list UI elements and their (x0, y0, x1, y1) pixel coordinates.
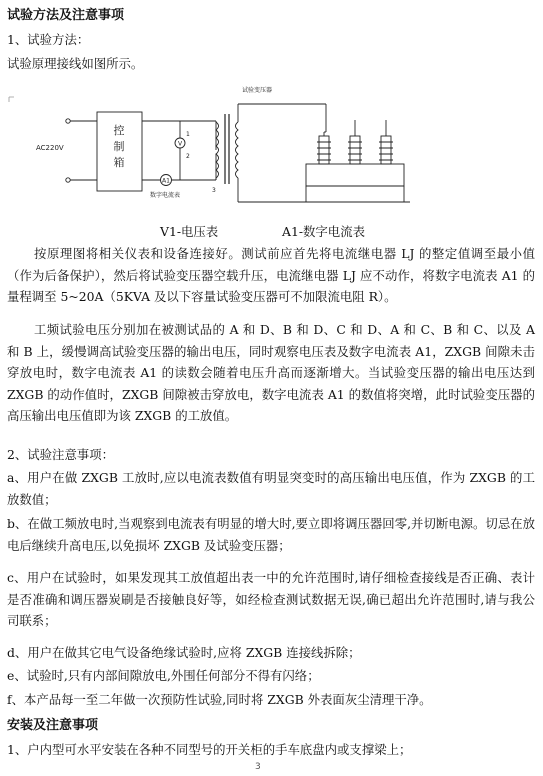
precaution-item-e: e、试验时,只有内部间隙放电,外围任何部分不得有闪络； (7, 668, 320, 683)
precaution-item-b: b、在做工频放电时,当观察到电流表有明显的增大时,要立即将调压器回零,并切断电源。切忌在放电后继续升高电压,以免损坏 ZXGB 及试验变压器； (7, 516, 535, 553)
test-device-body (306, 164, 404, 186)
paragraph-procedure: 按原理图将相关仪表和设备连接好。测试前应首先将电流继电器 LJ 的整定值调至最小值（作为后备保护），然后将试验变压器空载升压，电流继电器 LJ 应不动作，将数字电流表 A1 的量程调至 5~20A（5KVA 及以下容量试验变压器可不加限流电阻 R）。 (7, 246, 535, 305)
precaution-item-f: f、本产品每一至二年做一次预防性试验,同时将 ZXGB 外表面灰尘清理干净。 (7, 692, 432, 707)
ammeter-label: A1 (162, 177, 170, 185)
crop-mark (8, 96, 14, 102)
bushing-middle (348, 120, 362, 164)
section-3-heading: 安装及注意事项 (7, 718, 99, 733)
wiring-diagram (30, 84, 450, 219)
control-box-label-2: 制 (113, 140, 125, 153)
node-2-label: 2 (186, 153, 190, 160)
installation-item-1: 1、户内型可水平安装在各种不同型号的开关柜的手车底盘内或支撑梁上； (7, 742, 412, 757)
transformer-label: 试验变压器 (242, 87, 273, 94)
precaution-item-a: a、用户在做 ZXGB 工放时,应以电流表数值有明显突变时的高压输出电压值，作为 ZXGB 的工放数值； (7, 470, 535, 507)
precaution-item-c: c、用户在试验时，如果发现其工放值超出表一中的允许范围时,请仔细检查接线是否正确、表计是否准确和调压器炭刷是否接触良好等，如经检查测试数据无误,确已超出允许范围时,请与我公司联系； (7, 570, 535, 629)
section-2-heading: 2、试验注意事项： (7, 447, 115, 462)
ammeter-caption: 数字电流表 (150, 192, 181, 199)
bushing-left (317, 132, 331, 164)
terminal-bottom (66, 178, 70, 182)
diagram-caption-ammeter: A1-数字电流表 (282, 224, 365, 239)
control-box-label-1: 控 (113, 124, 125, 137)
voltmeter-label: V (177, 140, 183, 148)
diagram-caption-voltmeter: V1-电压表 (160, 224, 219, 239)
node-1-label: 1 (186, 131, 190, 138)
page-number: 3 (255, 762, 261, 772)
section-1-heading: 1、试验方法： (7, 32, 90, 47)
bushing-right (379, 120, 393, 164)
section-1-intro: 试验原理接线如图所示。 (7, 56, 144, 71)
node-3-label: 3 (212, 187, 216, 194)
page-title: 试验方法及注意事项 (7, 8, 125, 23)
terminal-top (66, 119, 70, 123)
precaution-item-d: d、用户在做其它电气设备绝缘试验时,应将 ZXGB 连接线拆除； (7, 645, 361, 660)
ac-source-label: AC220V (36, 144, 64, 152)
control-box-label-3: 箱 (113, 156, 125, 169)
paragraph-power-frequency-test: 工频试验电压分别加在被测试品的 A 和 D、B 和 D、C 和 D、A 和 C、B 和 C、以及 A 和 B 上，缓慢调高试验变压器的输出电压，同时观察电压表及数字电流表 A1，ZXGB 间隙未击穿放电时，数字电流表 A1 的读数会随着电压升高而逐渐增大。当试验变压器的输出电压达到 ZXGB 的动作值时，ZXGB 间隙被击穿放电，数字电流表 A1 的数值将突增，此时试验变压器的高压输出电压值即为该 ZXGB 的工放值。 (7, 322, 535, 424)
